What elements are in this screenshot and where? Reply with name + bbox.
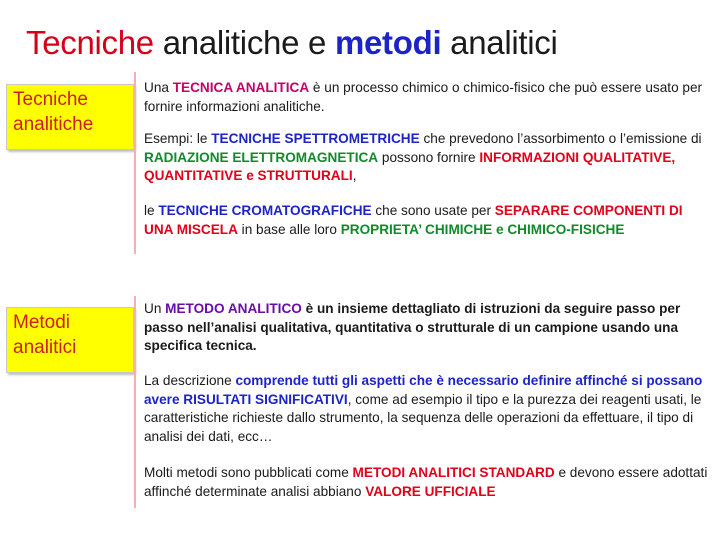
section-divider-metodi (134, 296, 136, 508)
highlight-tecnica-analitica: TECNICA ANALITICA (172, 80, 310, 95)
label-box-metodi-line2: analitici (13, 337, 77, 358)
slide-title (26, 24, 558, 62)
title-word-tecniche: Tecniche (26, 24, 154, 61)
paragraph-metodo-definition (144, 300, 714, 356)
highlight-risultati: comprende tutti gli aspetti che è necessario definire affinché si possano avere RISULTATI SIGNIFICATIVI (144, 373, 703, 407)
text: possono fornire (378, 149, 480, 165)
highlight-tecniche-cromatografiche: TECNICHE CROMATOGRAFICHE (158, 203, 372, 218)
highlight-tecniche-spettrometriche: TECNICHE SPETTROMETRICHE (211, 131, 420, 146)
paragraph-tecnica-definition (144, 79, 714, 116)
highlight-separare: SEPARARE COMPONENTI DI UNA MISCELA (144, 203, 683, 237)
highlight-valore-ufficiale: VALORE UFFICIALE (365, 483, 496, 499)
paragraph-tecniche-cromatografiche (144, 202, 714, 239)
text: le (144, 203, 159, 218)
highlight-proprieta: PROPRIETA’ CHIMICHE e CHIMICO-FISICHE (340, 221, 625, 237)
text: e devono essere adottati affinché determinate analisi abbiano (144, 465, 708, 499)
text: che prevedono l’assorbimento o l’emissione di (419, 131, 702, 146)
paragraph-metodi-standard (144, 464, 714, 501)
label-box-tecniche (6, 84, 134, 150)
highlight-informazioni: INFORMAZIONI QUALITATIVE, QUANTITATIVE e STRUTTURALI (144, 149, 676, 184)
paragraph-tecniche-spettrometriche (144, 130, 714, 186)
text: , come ad esempio il tipo e la purezza dei reagenti usati, le caratteristiche richieste dallo strumento, la sequenza delle operazioni da effettuare, il tipo di analisi dei dati, ecc… (144, 391, 702, 444)
text: è un insieme dettagliato di istruzioni da seguire passo per passo nell’analisi qualitativa, quantitativa o strutturale di un campione usando una specifica tecnica. (144, 301, 681, 354)
text: Un (144, 301, 166, 316)
text: La descrizione (144, 373, 236, 388)
text: Molti metodi sono pubblicati come (144, 465, 353, 480)
text: , (352, 168, 357, 184)
label-box-tecniche-line1: Tecniche (13, 89, 88, 110)
title-connector: analitiche e (153, 24, 335, 61)
title-word-metodi: metodi (334, 24, 442, 61)
highlight-metodo-analitico: METODO ANALITICO (165, 301, 302, 316)
text: che sono usate per (371, 203, 495, 218)
text: in base alle loro (237, 221, 341, 237)
highlight-radiazione: RADIAZIONE ELETTROMAGNETICA (144, 149, 379, 165)
label-box-metodi (6, 307, 134, 373)
text: Una (144, 80, 173, 95)
label-box-metodi-line1: Metodi (13, 312, 71, 333)
text: Esempi: le (144, 131, 212, 146)
section-divider-tecniche (134, 72, 136, 254)
text: è un processo chimico o chimico-fisico che può essere usato per fornire informazioni analitiche. (144, 80, 703, 114)
paragraph-descrizione (144, 372, 714, 446)
label-box-tecniche-line2: analitiche (13, 114, 94, 135)
title-tail: analitici (441, 24, 558, 61)
highlight-metodi-standard: METODI ANALITICI STANDARD (352, 465, 555, 480)
